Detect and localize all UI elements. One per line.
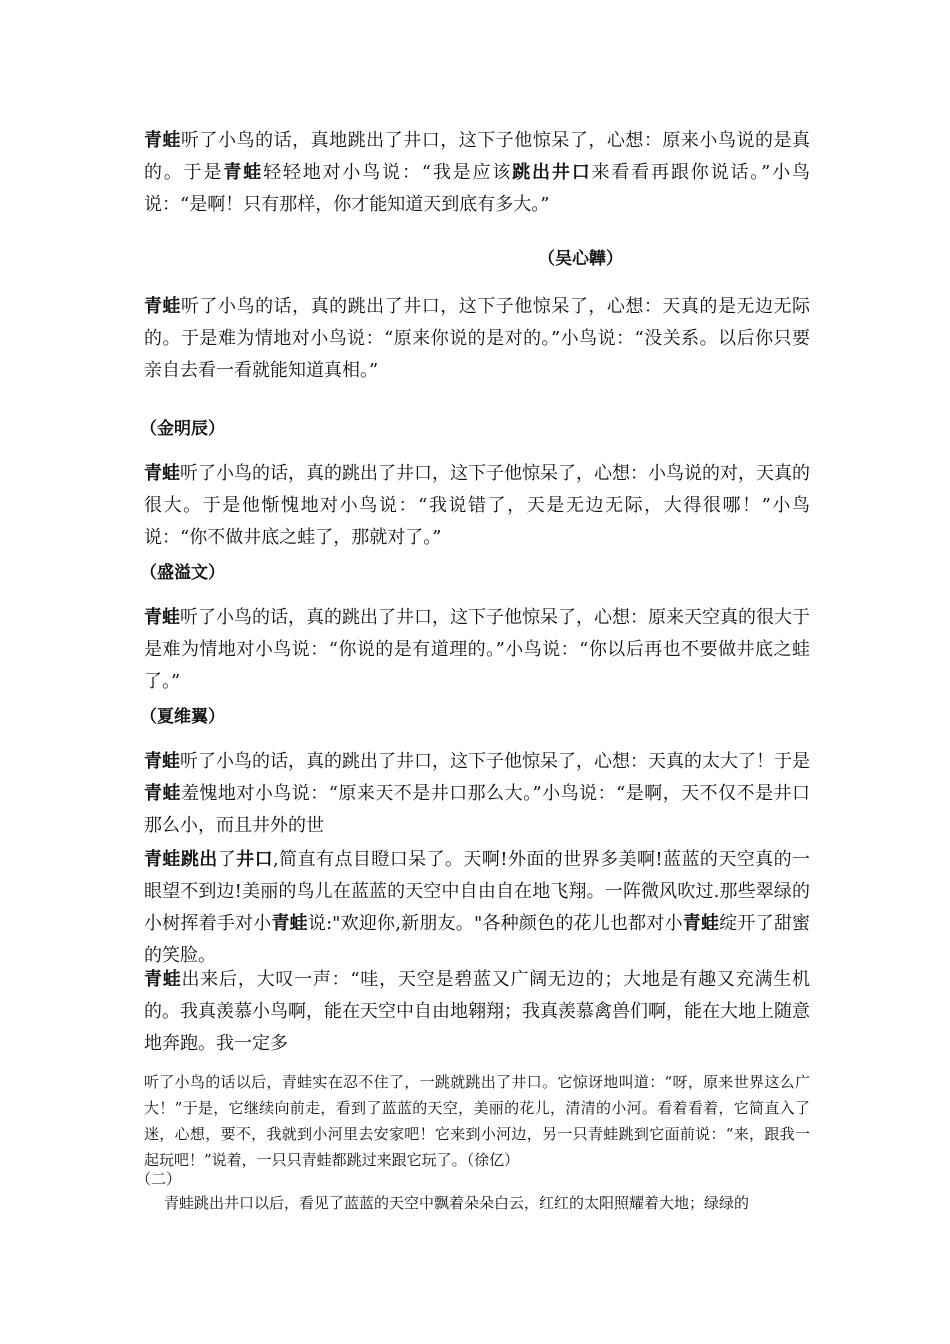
bold-frog: 青蛙 bbox=[144, 463, 180, 484]
bold-frog: 青蛙 bbox=[144, 296, 182, 317]
bold-frog: 青蛙 bbox=[223, 162, 264, 183]
bold-phrase: 青蛙跳出 bbox=[144, 849, 218, 870]
passage-text: 绽开了甜蜜的笑脸。 bbox=[144, 913, 811, 966]
bold-frog: 青蛙 bbox=[144, 969, 182, 990]
bold-frog: 青蛙 bbox=[682, 913, 720, 934]
passage-5 bbox=[144, 746, 810, 842]
author-name: （吴心韡） bbox=[538, 249, 623, 269]
passage-text: ,简直有点目瞪口呆了。天啊!外面的世界多美啊!蓝蓝的天空真的一眼望不到边!美丽的鸟儿在蓝蓝的天空中自由自在地飞翔。一阵微风吹过.那些翠绿的小树挥着手对小 bbox=[144, 849, 811, 934]
passage-8: 听了小鸟的话以后，青蛙实在忍不住了，一跳就跳出了井口。它惊讶地叫道：“呀，原来世界这么广大！”于是，它继续向前走，看到了蓝蓝的天空，美丽的花儿，清清的小河。看着看着，它简直入了迷，心想，要不，我就到小河里去安家吧！它来到小河边，另一只青蛙跳到它面前说：“来，跟我一起玩吧！”说着，一只只青蛙都跳过来跟它玩了。（徐亿） bbox=[144, 1073, 810, 1169]
passage-6 bbox=[144, 844, 810, 972]
bold-frog: 青蛙 bbox=[144, 751, 180, 772]
passage-3 bbox=[144, 458, 810, 554]
bold-frog: 青蛙 bbox=[144, 783, 181, 804]
passage-text: 听了小鸟的话，真的跳出了井口，这下子他惊呆了，心想：天真的是无边无际的。于是难为情地对小鸟说：“原来你说的是对的。”小鸟说：“没关系。以后你只要亲自去看一看就能知道真相。” bbox=[144, 296, 810, 381]
passage-text: 出来后，大叹一声：“哇，天空是碧蓝又广阔无边的；大地是有趣又充满生机的。我真羡慕小鸟啊，能在天空中自由地翱翔；我真羡慕禽兽们啊，能在大地上随意地奔跑。我一定多 bbox=[144, 969, 810, 1054]
passage-text: 听了小鸟的话，真的跳出了井口，这下子他惊呆了，心想：天真的太大了！于是 bbox=[180, 751, 810, 772]
passage-2 bbox=[144, 291, 810, 387]
passage-9: 青蛙跳出井口以后，看见了蓝蓝的天空中飘着朵朵白云，红红的太阳照耀着大地；绿绿的 bbox=[164, 1194, 750, 1212]
bold-phrase: 跳出井口 bbox=[512, 162, 592, 183]
bold-frog: 青蛙 bbox=[144, 607, 180, 628]
passage-1 bbox=[144, 125, 810, 221]
author-name: （夏维翼） bbox=[140, 707, 225, 727]
passage-text: 了 bbox=[217, 849, 237, 870]
passage-text: 羞愧地对小鸟说：“原来天不是井口那么大。”小鸟说：“是啊，天不仅不是井口那么小，而且井外的世 bbox=[144, 783, 811, 836]
bold-phrase: 井口 bbox=[236, 849, 274, 870]
bold-frog: 青蛙 bbox=[144, 130, 182, 151]
passage-text: 听了小鸟的话，真的跳出了井口，这下子他惊呆了，心想：小鸟说的对，天真的很大。于是他惭愧地对小鸟说：“我说错了，天是无边无际，大得很哪！”小鸟说：“你不做井底之蛙了，那就对了。” bbox=[144, 463, 810, 548]
passage-4 bbox=[144, 602, 810, 698]
passage-text: 来看看再跟你说话。”小鸟说：“是啊！只有那样，你才能知道天到底有多大。” bbox=[144, 162, 811, 215]
passage-7 bbox=[144, 964, 810, 1060]
passage-text: 说:"欢迎你,新朋友。"各种颜色的花儿也都对小 bbox=[307, 913, 683, 934]
passage-text: 听了小鸟的话，真的跳出了井口，这下子他惊呆了，心想：原来天空真的很大于是难为情地对小鸟说：“你说的是有道理的。”小鸟说：“你以后再也不要做井底之蛙了。” bbox=[144, 607, 810, 692]
author-name: （盛溢文） bbox=[140, 563, 225, 583]
author-name: （金明辰） bbox=[140, 419, 225, 439]
bold-frog: 青蛙 bbox=[271, 913, 308, 934]
passage-text: 轻轻地对小鸟说：“我是应该 bbox=[263, 162, 513, 183]
passage-text: 听了小鸟的话，真地跳出了井口，这下子他惊呆了，心想：原来小鸟说的是真的。于是 bbox=[144, 130, 810, 183]
section-label: （二） bbox=[136, 1170, 182, 1188]
